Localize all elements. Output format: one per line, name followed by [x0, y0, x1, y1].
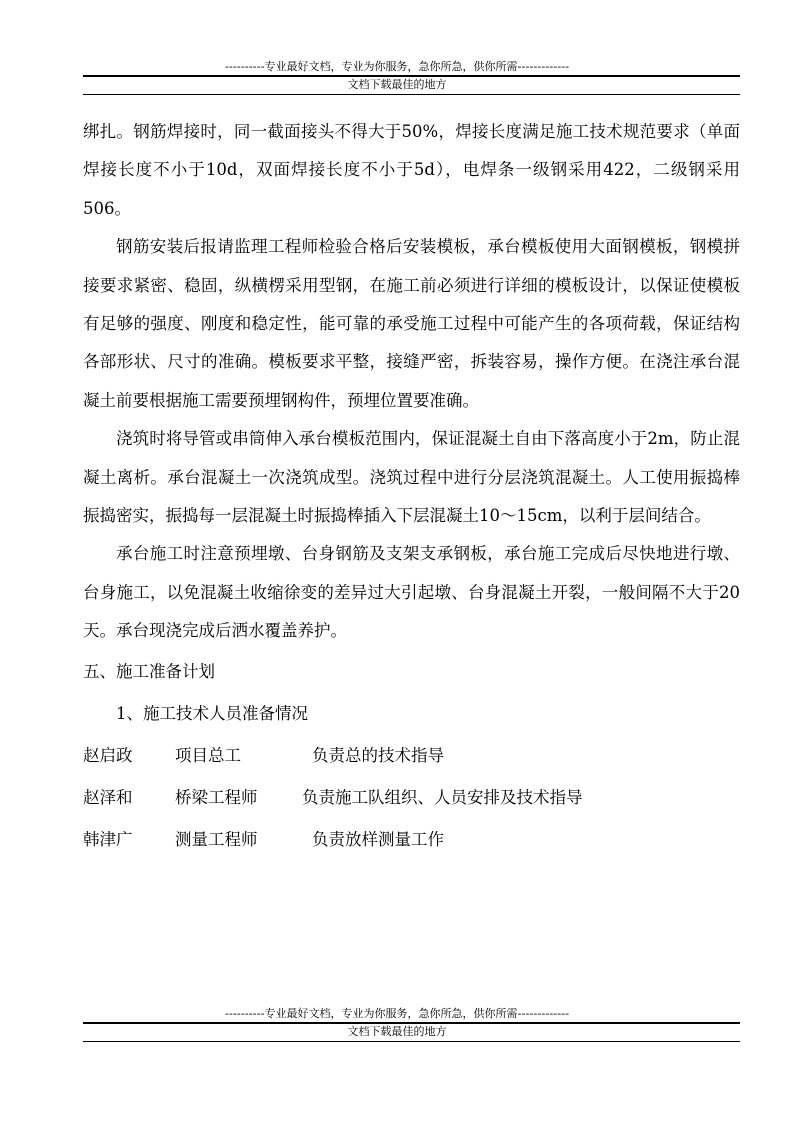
- header-tagline: ----------专业最好文档，专业为你服务，急你所急，供你所需-------------: [224, 60, 570, 73]
- staff-name: 赵泽和: [83, 787, 133, 807]
- document-body: [83, 113, 740, 861]
- paragraph-welding: 绑扎。钢筋焊接时，同一截面接头不得大于50%，焊接长度满足施工技术规范要求（单面焊接长度不小于10d，双面焊接长度不小于5d），电焊条一级钢采用422，二级钢采用506。: [83, 122, 740, 218]
- staff-duty: 负责总的技术指导: [312, 745, 444, 765]
- staff-name: 韩津广: [83, 829, 133, 849]
- header-rule-bottom: [83, 94, 740, 95]
- section-title: 五、施工准备计划: [83, 661, 215, 681]
- header-subtitle: 文档下载最佳的地方: [347, 78, 447, 91]
- header-rule: [83, 75, 740, 77]
- staff-name: 赵启政: [83, 745, 133, 765]
- staff-row: [83, 735, 740, 777]
- staff-row: [83, 819, 740, 861]
- paragraph-formwork: 钢筋安装后报请监理工程师检验合格后安装模板，承台模板使用大面钢模板，钢模拼接要求紧密、稳固，纵横楞采用型钢，在施工前必须进行详细的模板设计，以保证使模板有足够的强度、刚度和稳定性，能可靠的承受施工过程中可能产生的各项荷载，保证结构各部形状、尺寸的准确。模板要求平整，接缝严密，拆装容易，操作方便。在浇注承台混凝土前要根据施工需要预埋钢构件，预埋位置要准确。: [83, 237, 740, 410]
- subsection-title: 1、施工技术人员准备情况: [116, 703, 308, 723]
- footer-rule: [83, 1022, 740, 1024]
- staff-duty: 负责放样测量工作: [312, 829, 444, 849]
- staff-duty: 负责施工队组织、人员安排及技术指导: [302, 787, 583, 807]
- paragraph-pouring: 浇筑时将导管或串筒伸入承台模板范围内，保证混凝土自由下落高度小于2m，防止混凝土离析。承台混凝土一次浇筑成型。浇筑过程中进行分层浇筑混凝土。人工使用振捣棒振捣密实，振捣每一层混凝土时振捣棒插入下层混凝土10～15cm，以利于层间结合。: [83, 429, 740, 526]
- staff-role: 测量工程师: [175, 829, 258, 849]
- staff-role: 桥梁工程师: [175, 787, 258, 807]
- staff-role: 项目总工: [175, 745, 241, 765]
- footer-tagline: ----------专业最好文档，专业为你服务，急你所急，供你所需-------------: [224, 1007, 570, 1020]
- footer-rule-bottom: [83, 1041, 740, 1042]
- staff-row: [83, 777, 740, 819]
- paragraph-pile-cap: 承台施工时注意预埋墩、台身钢筋及支架支承钢板，承台施工完成后尽快地进行墩、台身施工，以免混凝土收缩徐变的差异过大引起墩、台身混凝土开裂，一般间隔不大于20天。承台现浇完成后洒水覆盖养护。: [83, 544, 740, 641]
- footer-subtitle: 文档下载最佳的地方: [347, 1025, 447, 1038]
